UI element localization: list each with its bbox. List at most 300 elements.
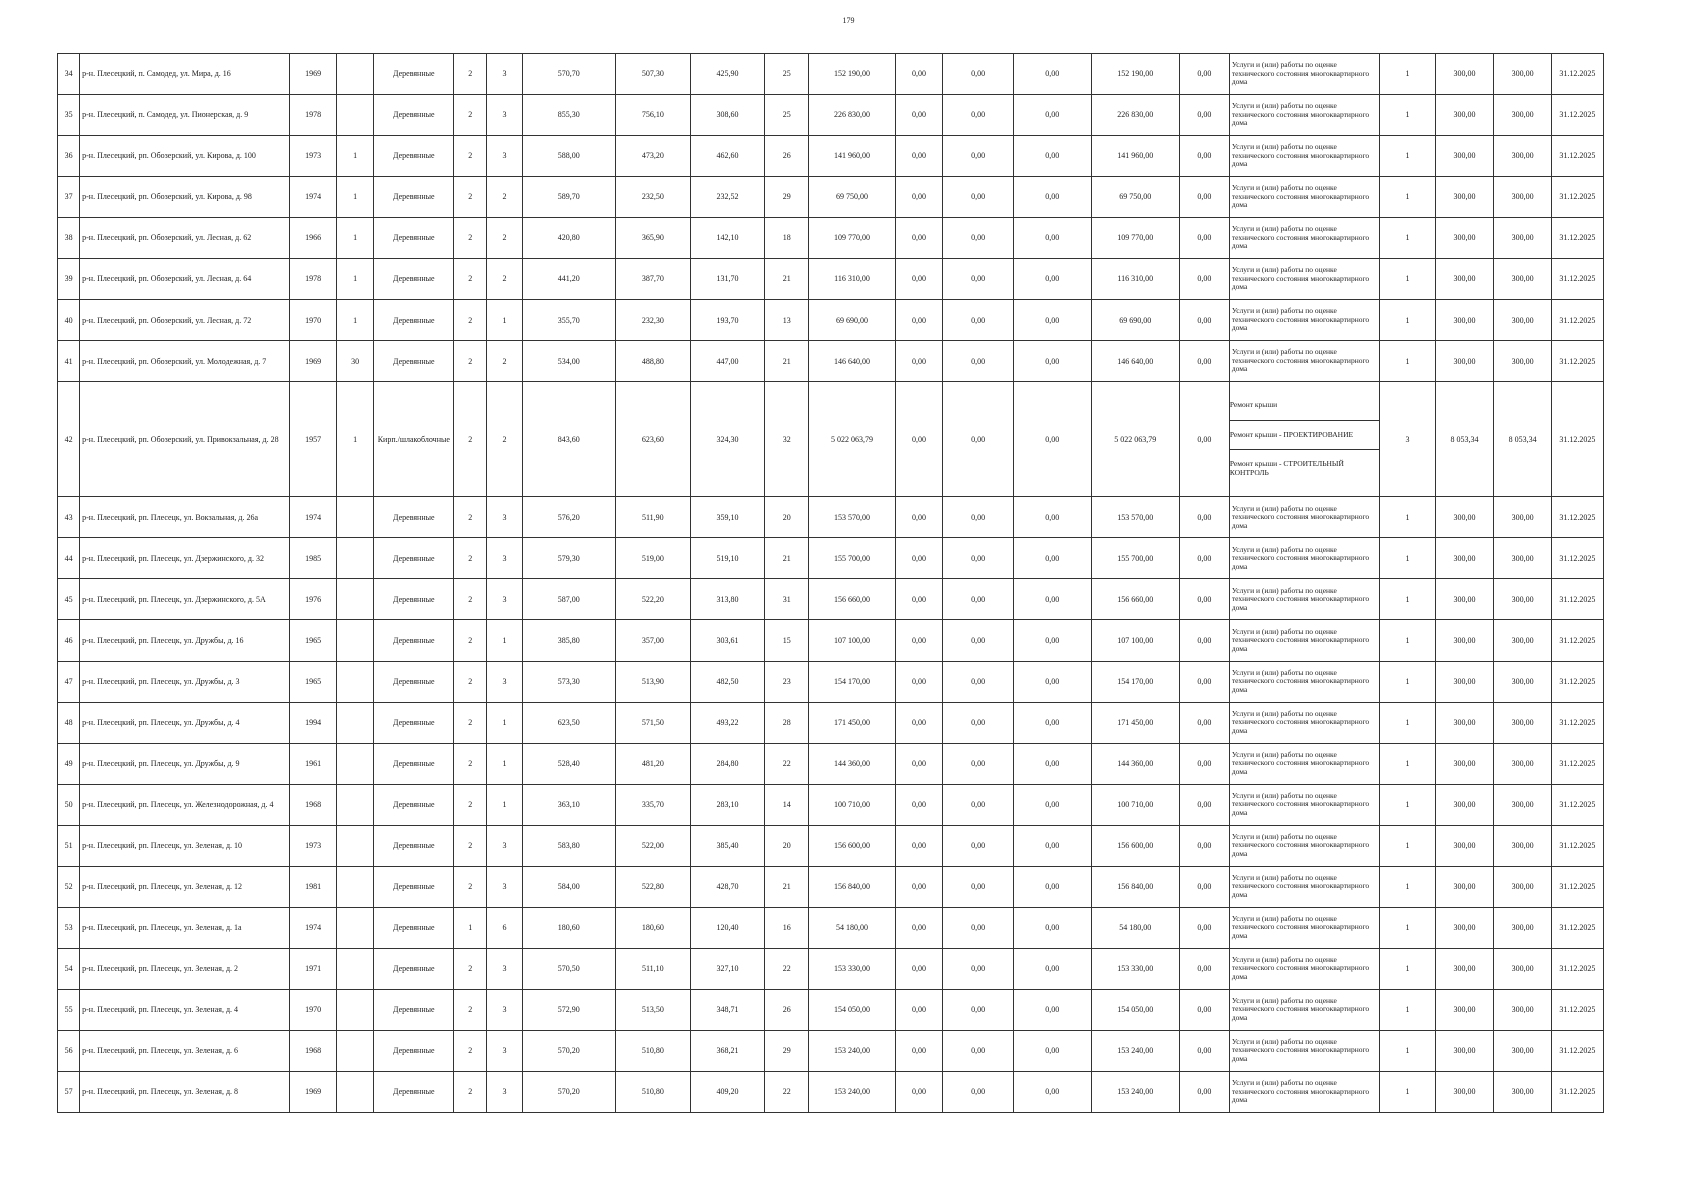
other-fund-cell: 0,00 — [1180, 177, 1230, 218]
residents-cell: 20 — [765, 825, 809, 866]
deadline-cell: 31.12.2025 — [1551, 538, 1603, 579]
residents-cell: 20 — [765, 497, 809, 538]
row-number: 36 — [58, 136, 80, 177]
row-number: 50 — [58, 784, 80, 825]
fund-cell: 0,00 — [943, 136, 1014, 177]
entrances-cell: 1 — [487, 743, 522, 784]
fund-cell: 0,00 — [895, 743, 943, 784]
fund-cell: 0,00 — [1014, 948, 1091, 989]
row-number: 46 — [58, 620, 80, 661]
row-number: 43 — [58, 497, 80, 538]
works-cell — [1229, 218, 1380, 259]
row-number: 42 — [58, 382, 80, 497]
floors-cell: 2 — [454, 743, 487, 784]
living-area-cell: 507,30 — [615, 54, 690, 95]
residents-cell: 18 — [765, 218, 809, 259]
deadline-cell: 31.12.2025 — [1551, 382, 1603, 497]
entrances-cell: 1 — [487, 620, 522, 661]
fund-cell: 0,00 — [895, 1030, 943, 1071]
address-cell: р-н. Плесецкий, рп. Плесецк, ул. Зеленая, д. 4 — [80, 989, 290, 1030]
wall-material-cell: Кирп./шлакоблочные — [374, 382, 454, 497]
floors-cell: 2 — [454, 177, 487, 218]
max-unit-cost-cell: 300,00 — [1494, 866, 1552, 907]
floors-cell: 2 — [454, 1030, 487, 1071]
works-count-cell: 1 — [1380, 743, 1435, 784]
table-row — [58, 136, 1604, 177]
table-row — [58, 784, 1604, 825]
deadline-cell: 31.12.2025 — [1551, 825, 1603, 866]
owners-fund-cell: 155 700,00 — [1091, 538, 1180, 579]
wall-material-cell: Деревянные — [374, 579, 454, 620]
deadline-cell: 31.12.2025 — [1551, 784, 1603, 825]
total-area-cell: 584,00 — [522, 866, 615, 907]
count-cell — [336, 784, 374, 825]
address-cell: р-н. Плесецкий, рп. Обозерский, ул. Лесная, д. 72 — [80, 300, 290, 341]
max-unit-cost-cell: 300,00 — [1494, 341, 1552, 382]
unit-cost-cell: 300,00 — [1435, 538, 1494, 579]
other-fund-cell: 0,00 — [1180, 218, 1230, 259]
address-cell: р-н. Плесецкий, п. Самодед, ул. Мира, д. 16 — [80, 54, 290, 95]
year-cell: 1985 — [290, 538, 336, 579]
owners-fund-cell: 171 450,00 — [1091, 702, 1180, 743]
residents-cell: 32 — [765, 382, 809, 497]
other-fund-cell: 0,00 — [1180, 989, 1230, 1030]
deadline-cell: 31.12.2025 — [1551, 341, 1603, 382]
living-area-cell: 510,80 — [615, 1071, 690, 1112]
other-fund-cell: 0,00 — [1180, 538, 1230, 579]
fund-cell: 0,00 — [1014, 866, 1091, 907]
table-row — [58, 497, 1604, 538]
living-area-cell: 511,10 — [615, 948, 690, 989]
residential-area-cell: 313,80 — [690, 579, 764, 620]
page-number: 179 — [842, 16, 855, 25]
works-cell — [1229, 300, 1380, 341]
wall-material-cell: Деревянные — [374, 907, 454, 948]
floors-cell: 2 — [454, 538, 487, 579]
total-area-cell: 570,50 — [522, 948, 615, 989]
fund-cell: 0,00 — [895, 579, 943, 620]
total-area-cell: 583,80 — [522, 825, 615, 866]
work-item: Услуги и (или) работы по оценке технического состояния многоквартирного дома — [1231, 544, 1370, 571]
total-cost-cell: 54 180,00 — [809, 907, 895, 948]
works-cell — [1229, 866, 1380, 907]
unit-cost-cell: 300,00 — [1435, 579, 1494, 620]
work-item: Ремонт крыши - СТРОИТЕЛЬНЫЙ КОНТРОЛЬ — [1229, 459, 1344, 477]
works-cell — [1229, 579, 1380, 620]
wall-material-cell: Деревянные — [374, 948, 454, 989]
fund-cell: 0,00 — [1014, 95, 1091, 136]
table-row — [58, 948, 1604, 989]
works-count-cell: 1 — [1380, 661, 1435, 702]
row-number: 55 — [58, 989, 80, 1030]
wall-material-cell: Деревянные — [374, 136, 454, 177]
other-fund-cell: 0,00 — [1180, 497, 1230, 538]
residents-cell: 21 — [765, 341, 809, 382]
works-cell — [1229, 259, 1380, 300]
total-cost-cell: 69 750,00 — [809, 177, 895, 218]
fund-cell: 0,00 — [943, 1030, 1014, 1071]
residential-area-cell: 462,60 — [690, 136, 764, 177]
unit-cost-cell: 300,00 — [1435, 341, 1494, 382]
owners-fund-cell: 152 190,00 — [1091, 54, 1180, 95]
row-number: 40 — [58, 300, 80, 341]
residents-cell: 29 — [765, 177, 809, 218]
other-fund-cell: 0,00 — [1180, 620, 1230, 661]
fund-cell: 0,00 — [943, 907, 1014, 948]
table-row — [58, 259, 1604, 300]
address-cell: р-н. Плесецкий, рп. Обозерский, ул. Молодежная, д. 7 — [80, 341, 290, 382]
owners-fund-cell: 153 240,00 — [1091, 1071, 1180, 1112]
unit-cost-cell: 300,00 — [1435, 300, 1494, 341]
address-cell: р-н. Плесецкий, рп. Плесецк, ул. Дружбы, д. 3 — [80, 661, 290, 702]
works-count-cell: 1 — [1380, 341, 1435, 382]
table-row — [58, 54, 1604, 95]
total-area-cell: 570,20 — [522, 1071, 615, 1112]
count-cell — [336, 661, 374, 702]
deadline-cell: 31.12.2025 — [1551, 136, 1603, 177]
total-cost-cell: 153 330,00 — [809, 948, 895, 989]
wall-material-cell: Деревянные — [374, 259, 454, 300]
fund-cell: 0,00 — [895, 1071, 943, 1112]
other-fund-cell: 0,00 — [1180, 1030, 1230, 1071]
residential-area-cell: 368,21 — [690, 1030, 764, 1071]
row-number: 56 — [58, 1030, 80, 1071]
deadline-cell: 31.12.2025 — [1551, 259, 1603, 300]
fund-cell: 0,00 — [895, 784, 943, 825]
row-number: 51 — [58, 825, 80, 866]
wall-material-cell: Деревянные — [374, 1030, 454, 1071]
address-cell: р-н. Плесецкий, рп. Обозерский, ул. Кирова, д. 100 — [80, 136, 290, 177]
year-cell: 1974 — [290, 177, 336, 218]
fund-cell: 0,00 — [895, 382, 943, 497]
deadline-cell: 31.12.2025 — [1551, 177, 1603, 218]
deadline-cell: 31.12.2025 — [1551, 907, 1603, 948]
owners-fund-cell: 100 710,00 — [1091, 784, 1180, 825]
row-number: 38 — [58, 218, 80, 259]
works-count-cell: 1 — [1380, 497, 1435, 538]
works-count-cell: 1 — [1380, 1030, 1435, 1071]
year-cell: 1969 — [290, 341, 336, 382]
work-item: Услуги и (или) работы по оценке технического состояния многоквартирного дома — [1231, 224, 1370, 251]
wall-material-cell: Деревянные — [374, 538, 454, 579]
fund-cell: 0,00 — [1014, 579, 1091, 620]
living-area-cell: 365,90 — [615, 218, 690, 259]
year-cell: 1969 — [290, 1071, 336, 1112]
owners-fund-cell: 107 100,00 — [1091, 620, 1180, 661]
works-count-cell: 1 — [1380, 1071, 1435, 1112]
fund-cell: 0,00 — [943, 784, 1014, 825]
count-cell — [336, 948, 374, 989]
table-row — [58, 661, 1604, 702]
owners-fund-cell: 69 750,00 — [1091, 177, 1180, 218]
residential-area-cell: 327,10 — [690, 948, 764, 989]
table-row — [58, 538, 1604, 579]
wall-material-cell: Деревянные — [374, 866, 454, 907]
fund-cell: 0,00 — [943, 661, 1014, 702]
living-area-cell: 232,30 — [615, 300, 690, 341]
entrances-cell: 1 — [487, 300, 522, 341]
total-cost-cell: 144 360,00 — [809, 743, 895, 784]
floors-cell: 2 — [454, 54, 487, 95]
residential-area-cell: 131,70 — [690, 259, 764, 300]
living-area-cell: 522,00 — [615, 825, 690, 866]
fund-cell: 0,00 — [943, 579, 1014, 620]
other-fund-cell: 0,00 — [1180, 784, 1230, 825]
other-fund-cell: 0,00 — [1180, 95, 1230, 136]
work-item: Услуги и (или) работы по оценке технического состояния многоквартирного дома — [1231, 1036, 1370, 1063]
entrances-cell: 3 — [487, 136, 522, 177]
living-area-cell: 511,90 — [615, 497, 690, 538]
table-row — [58, 95, 1604, 136]
fund-cell: 0,00 — [1014, 1030, 1091, 1071]
owners-fund-cell: 144 360,00 — [1091, 743, 1180, 784]
owners-fund-cell: 5 022 063,79 — [1091, 382, 1180, 497]
fund-cell: 0,00 — [943, 259, 1014, 300]
fund-cell: 0,00 — [943, 54, 1014, 95]
fund-cell: 0,00 — [943, 1071, 1014, 1112]
residential-area-cell: 482,50 — [690, 661, 764, 702]
table-row — [58, 989, 1604, 1030]
address-cell: р-н. Плесецкий, рп. Обозерский, ул. Кирова, д. 98 — [80, 177, 290, 218]
works-cell — [1229, 907, 1380, 948]
fund-cell: 0,00 — [943, 497, 1014, 538]
year-cell: 1973 — [290, 825, 336, 866]
other-fund-cell: 0,00 — [1180, 382, 1230, 497]
unit-cost-cell: 300,00 — [1435, 177, 1494, 218]
residential-area-cell: 324,30 — [690, 382, 764, 497]
total-cost-cell: 156 660,00 — [809, 579, 895, 620]
count-cell: 1 — [336, 300, 374, 341]
living-area-cell: 180,60 — [615, 907, 690, 948]
address-cell: р-н. Плесецкий, п. Самодед, ул. Пионерская, д. 9 — [80, 95, 290, 136]
year-cell: 1965 — [290, 661, 336, 702]
unit-cost-cell: 300,00 — [1435, 825, 1494, 866]
unit-cost-cell: 300,00 — [1435, 1030, 1494, 1071]
owners-fund-cell: 226 830,00 — [1091, 95, 1180, 136]
unit-cost-cell: 300,00 — [1435, 1071, 1494, 1112]
owners-fund-cell: 54 180,00 — [1091, 907, 1180, 948]
work-item: Ремонт крыши - ПРОЕКТИРОВАНИЕ — [1230, 421, 1380, 451]
entrances-cell: 3 — [487, 989, 522, 1030]
row-number: 52 — [58, 866, 80, 907]
fund-cell: 0,00 — [943, 743, 1014, 784]
residential-area-cell: 409,20 — [690, 1071, 764, 1112]
works-count-cell: 3 — [1380, 382, 1435, 497]
fund-cell: 0,00 — [943, 702, 1014, 743]
address-cell: р-н. Плесецкий, рп. Плесецк, ул. Дзержинского, д. 32 — [80, 538, 290, 579]
works-count-cell: 1 — [1380, 620, 1435, 661]
works-cell — [1229, 538, 1380, 579]
total-area-cell: 363,10 — [522, 784, 615, 825]
fund-cell: 0,00 — [1014, 907, 1091, 948]
fund-cell: 0,00 — [895, 259, 943, 300]
other-fund-cell: 0,00 — [1180, 259, 1230, 300]
address-cell: р-н. Плесецкий, рп. Обозерский, ул. Лесная, д. 62 — [80, 218, 290, 259]
fund-cell: 0,00 — [895, 989, 943, 1030]
entrances-cell: 2 — [487, 218, 522, 259]
wall-material-cell: Деревянные — [374, 177, 454, 218]
fund-cell: 0,00 — [1014, 218, 1091, 259]
count-cell — [336, 95, 374, 136]
entrances-cell: 3 — [487, 866, 522, 907]
work-item: Услуги и (или) работы по оценке технического состояния многоквартирного дома — [1231, 626, 1370, 653]
fund-cell: 0,00 — [895, 54, 943, 95]
total-cost-cell: 141 960,00 — [809, 136, 895, 177]
residents-cell: 28 — [765, 702, 809, 743]
total-cost-cell: 154 050,00 — [809, 989, 895, 1030]
residential-area-cell: 303,61 — [690, 620, 764, 661]
count-cell — [336, 825, 374, 866]
count-cell: 1 — [336, 218, 374, 259]
table-row — [58, 866, 1604, 907]
total-area-cell: 528,40 — [522, 743, 615, 784]
works-cell — [1229, 661, 1380, 702]
address-cell: р-н. Плесецкий, рп. Обозерский, ул. Лесная, д. 64 — [80, 259, 290, 300]
address-cell: р-н. Плесецкий, рп. Плесецк, ул. Дружбы, д. 9 — [80, 743, 290, 784]
max-unit-cost-cell: 300,00 — [1494, 702, 1552, 743]
row-number: 34 — [58, 54, 80, 95]
total-area-cell: 623,50 — [522, 702, 615, 743]
residential-area-cell: 284,80 — [690, 743, 764, 784]
residential-area-cell: 359,10 — [690, 497, 764, 538]
total-cost-cell: 153 240,00 — [809, 1030, 895, 1071]
other-fund-cell: 0,00 — [1180, 825, 1230, 866]
work-item: Ремонт крыши — [1230, 391, 1380, 421]
wall-material-cell: Деревянные — [374, 54, 454, 95]
other-fund-cell: 0,00 — [1180, 136, 1230, 177]
residential-area-cell: 385,40 — [690, 825, 764, 866]
fund-cell: 0,00 — [895, 620, 943, 661]
total-area-cell: 573,30 — [522, 661, 615, 702]
row-number: 35 — [58, 95, 80, 136]
year-cell: 1974 — [290, 497, 336, 538]
table-row — [58, 382, 1604, 497]
living-area-cell: 481,20 — [615, 743, 690, 784]
wall-material-cell: Деревянные — [374, 743, 454, 784]
fund-cell: 0,00 — [943, 300, 1014, 341]
works-count-cell: 1 — [1380, 538, 1435, 579]
fund-cell: 0,00 — [943, 948, 1014, 989]
fund-cell: 0,00 — [895, 661, 943, 702]
works-cell — [1229, 177, 1380, 218]
fund-cell: 0,00 — [1014, 300, 1091, 341]
count-cell — [336, 620, 374, 661]
floors-cell: 2 — [454, 259, 487, 300]
max-unit-cost-cell: 300,00 — [1494, 907, 1552, 948]
works-cell — [1229, 702, 1380, 743]
works-cell — [1229, 95, 1380, 136]
max-unit-cost-cell: 300,00 — [1494, 825, 1552, 866]
other-fund-cell: 0,00 — [1180, 661, 1230, 702]
row-number: 37 — [58, 177, 80, 218]
other-fund-cell: 0,00 — [1180, 866, 1230, 907]
work-item: Услуги и (или) работы по оценке технического состояния многоквартирного дома — [1231, 708, 1370, 735]
table-row — [58, 825, 1604, 866]
address-cell: р-н. Плесецкий, рп. Плесецк, ул. Зеленая, д. 10 — [80, 825, 290, 866]
max-unit-cost-cell: 300,00 — [1494, 620, 1552, 661]
total-cost-cell: 156 600,00 — [809, 825, 895, 866]
living-area-cell: 335,70 — [615, 784, 690, 825]
fund-cell: 0,00 — [1014, 259, 1091, 300]
entrances-cell: 2 — [487, 259, 522, 300]
max-unit-cost-cell: 300,00 — [1494, 1071, 1552, 1112]
unit-cost-cell: 300,00 — [1435, 784, 1494, 825]
fund-cell: 0,00 — [1014, 989, 1091, 1030]
residential-area-cell: 193,70 — [690, 300, 764, 341]
fund-cell: 0,00 — [895, 702, 943, 743]
max-unit-cost-cell: 300,00 — [1494, 538, 1552, 579]
unit-cost-cell: 300,00 — [1435, 661, 1494, 702]
fund-cell: 0,00 — [895, 866, 943, 907]
total-cost-cell: 154 170,00 — [809, 661, 895, 702]
works-cell — [1229, 948, 1380, 989]
wall-material-cell: Деревянные — [374, 95, 454, 136]
deadline-cell: 31.12.2025 — [1551, 620, 1603, 661]
address-cell: р-н. Плесецкий, рп. Плесецк, ул. Железнодорожная, д. 4 — [80, 784, 290, 825]
fund-cell: 0,00 — [943, 866, 1014, 907]
owners-fund-cell: 156 840,00 — [1091, 866, 1180, 907]
residents-cell: 15 — [765, 620, 809, 661]
residential-area-cell: 425,90 — [690, 54, 764, 95]
year-cell: 1966 — [290, 218, 336, 259]
table-row — [58, 702, 1604, 743]
fund-cell: 0,00 — [895, 907, 943, 948]
works-count-cell: 1 — [1380, 300, 1435, 341]
total-cost-cell: 69 690,00 — [809, 300, 895, 341]
fund-cell: 0,00 — [895, 218, 943, 259]
other-fund-cell: 0,00 — [1180, 54, 1230, 95]
deadline-cell: 31.12.2025 — [1551, 948, 1603, 989]
max-unit-cost-cell: 300,00 — [1494, 989, 1552, 1030]
max-unit-cost-cell: 300,00 — [1494, 54, 1552, 95]
total-cost-cell: 153 570,00 — [809, 497, 895, 538]
works-count-cell: 1 — [1380, 702, 1435, 743]
residents-cell: 26 — [765, 989, 809, 1030]
living-area-cell: 387,70 — [615, 259, 690, 300]
unit-cost-cell: 300,00 — [1435, 866, 1494, 907]
count-cell — [336, 54, 374, 95]
total-area-cell: 355,70 — [522, 300, 615, 341]
fund-cell: 0,00 — [943, 95, 1014, 136]
deadline-cell: 31.12.2025 — [1551, 1030, 1603, 1071]
works-count-cell: 1 — [1380, 948, 1435, 989]
fund-cell: 0,00 — [895, 177, 943, 218]
row-number: 48 — [58, 702, 80, 743]
row-number: 44 — [58, 538, 80, 579]
entrances-cell: 3 — [487, 1030, 522, 1071]
unit-cost-cell: 300,00 — [1435, 54, 1494, 95]
living-area-cell: 357,00 — [615, 620, 690, 661]
owners-fund-cell: 154 170,00 — [1091, 661, 1180, 702]
floors-cell: 2 — [454, 825, 487, 866]
works-count-cell: 1 — [1380, 989, 1435, 1030]
residential-area-cell: 348,71 — [690, 989, 764, 1030]
floors-cell: 2 — [454, 136, 487, 177]
table-row — [58, 341, 1604, 382]
max-unit-cost-cell: 300,00 — [1494, 300, 1552, 341]
works-count-cell: 1 — [1380, 784, 1435, 825]
year-cell: 1971 — [290, 948, 336, 989]
works-cell — [1229, 341, 1380, 382]
fund-cell: 0,00 — [1014, 702, 1091, 743]
address-cell: р-н. Плесецкий, рп. Плесецк, ул. Зеленая, д. 1а — [80, 907, 290, 948]
total-area-cell: 441,20 — [522, 259, 615, 300]
fund-cell: 0,00 — [1014, 825, 1091, 866]
deadline-cell: 31.12.2025 — [1551, 1071, 1603, 1112]
entrances-cell: 3 — [487, 95, 522, 136]
deadline-cell: 31.12.2025 — [1551, 989, 1603, 1030]
row-number: 41 — [58, 341, 80, 382]
